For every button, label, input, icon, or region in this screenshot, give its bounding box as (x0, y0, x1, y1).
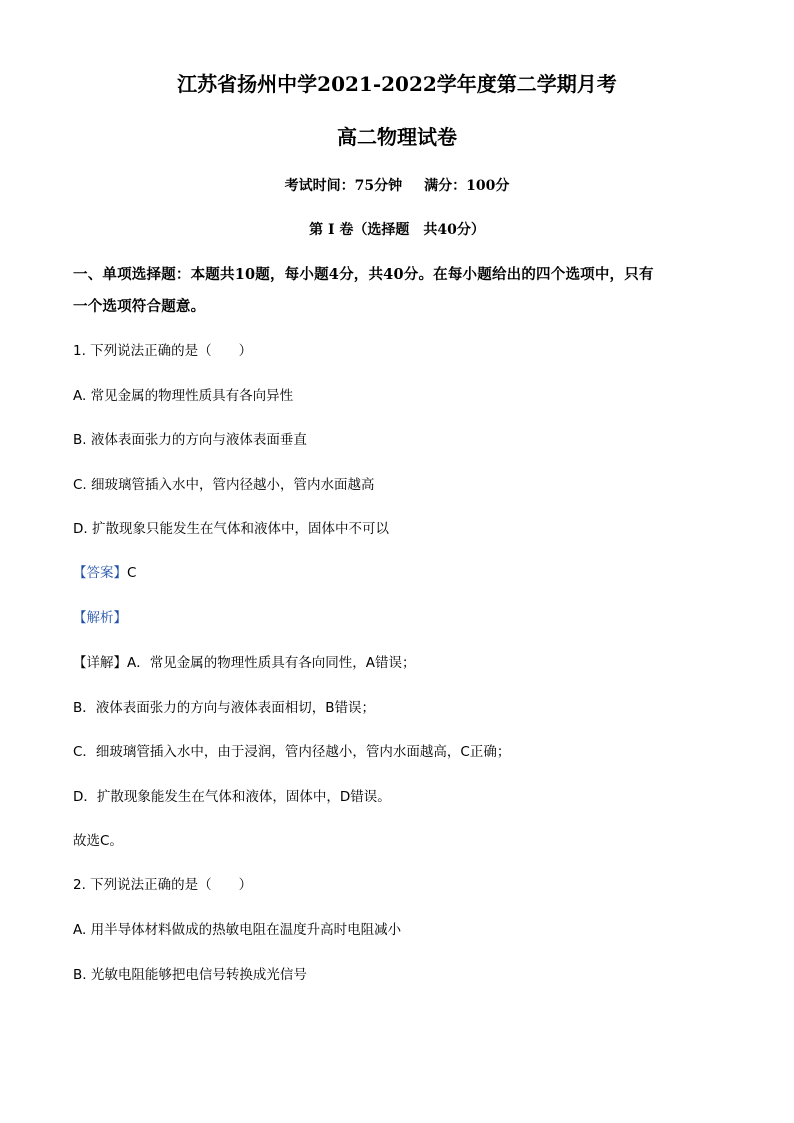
q1-option-c: C. 细玻璃管插入水中，管内径越小，管内水面越高 (73, 477, 375, 493)
q2-stem: 2. 下列说法正确的是（ ） (73, 877, 253, 893)
q1-option-a: A. 常见金属的物理性质具有各向异性 (73, 388, 294, 404)
section-one-line2: 一个选项符合题意。 (73, 298, 206, 315)
exam-title: 江苏省扬州中学2021-2022学年度第二学期月考 (177, 72, 617, 96)
q1-detail-a (73, 653, 415, 673)
section-one-line1: 一、单项选择题：本题共10题，每小题4分，共40分。在每小题给出的四个选项中，只有 (73, 266, 654, 283)
exam-time: 考试时间：75分钟 (284, 178, 403, 194)
part-heading: 第 Ⅰ 卷（选择题 共40分） (309, 222, 485, 238)
q1-option-b: B. 液体表面张力的方向与液体表面垂直 (73, 432, 307, 448)
q1-detail-d: D．扩散现象能发生在气体和液体，固体中，D错误。 (73, 789, 391, 805)
answer-tag: 【答案】 (73, 565, 127, 581)
analysis-tag: 【解析】 (73, 610, 127, 626)
q2-option-b: B. 光敏电阻能够把电信号转换成光信号 (73, 967, 307, 983)
q1-conclusion: 故选C。 (73, 833, 123, 849)
answer-value: C (127, 565, 137, 581)
q1-detail-c: C．细玻璃管插入水中，由于浸润，管内径越小，管内水面越高，C正确； (73, 744, 511, 760)
exam-subtitle: 高二物理试卷 (337, 125, 457, 149)
q1-answer (73, 563, 136, 583)
q1-stem: 1. 下列说法正确的是（ ） (73, 343, 253, 359)
detail-tag: 【详解】 (73, 655, 127, 671)
q2-option-a: A. 用半导体材料做成的热敏电阻在温度升高时电阻减小 (73, 922, 402, 938)
exam-meta (0, 176, 794, 196)
detail-line-a: A．常见金属的物理性质具有各向同性，A错误； (127, 655, 416, 671)
q1-option-d: D. 扩散现象只能发生在气体和液体中，固体中不可以 (73, 521, 389, 537)
q1-detail-b: B．液体表面张力的方向与液体表面相切，B错误； (73, 700, 376, 716)
full-score: 满分：100分 (424, 178, 510, 194)
